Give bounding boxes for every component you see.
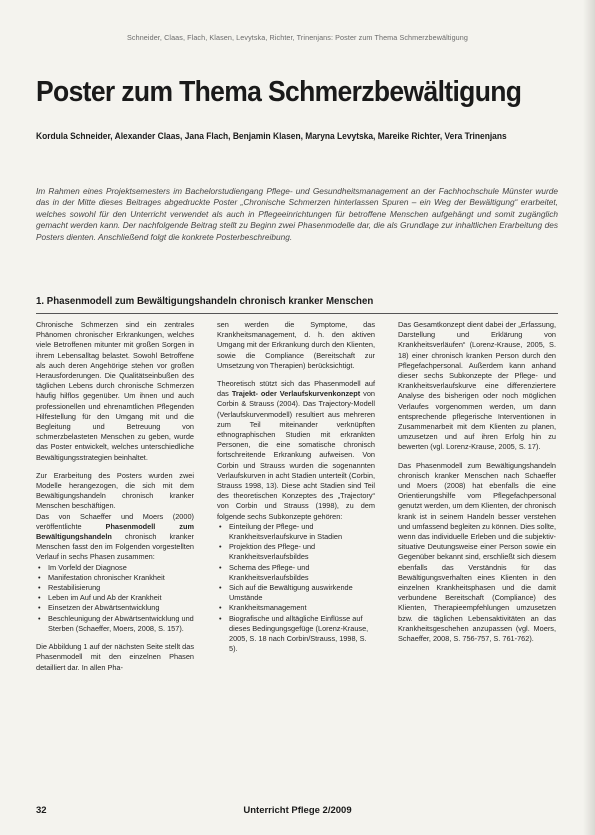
paragraph: Das Gesamtkonzept dient dabei der „Erfassung, Darstellung und Erklärung von Krankheitsverläufen“ (Lorenz-Krause, 2005, S. 18) einer chronisch kranken Person durch den Pflegefachpersonal. Außerdem kann anhand dieser sechs Subkonzepte der Pflege- und Krankheitsverlaufskurve eine differenziertere Analyse des bisherigen oder noch möglichen Verlaufes vorgenommen werden, um dann entsprechende pflegerische Interventionen in Zusammenarbeit mit dem Klienten zu planen, umzusetzen und auf ihren Erfolg hin zu bewerten (vgl. Lorenz-Krause, 2005, S. 17). [398,320,556,452]
list-item: • Restabilisierung [48,583,194,593]
list-item: • Manifestation chronischer Krankheit [48,573,194,583]
list-item: • Krankheitsmanagement [229,603,375,613]
list-item: • Schema des Pflege- und Krankheitsverlaufsbildes [229,563,375,583]
text-column-3 [398,320,556,652]
list-item: • Biografische und alltägliche Einflüsse auf dieses Bedingungsgefüge (Lorenz-Krause, 2005, S. 18 nach Corbin/Strauss, 1998, S. 5). [229,614,375,655]
page-number: 32 [36,805,47,816]
paragraph: Zur Erarbeitung des Posters wurden zwei Modelle herangezogen, die sich mit dem Bewältigungshandeln chronisch kranker Menschen beschäftigen. [36,470,194,511]
list-item: • Leben im Auf und Ab der Krankheit [48,593,194,603]
paragraph: Die Abbildung 1 auf der nächsten Seite stellt das Phasenmodell mit den einzelnen Phasen detailliert dar. In allen Pha- [36,642,194,672]
author-list: Kordula Schneider, Alexander Claas, Jana Flach, Benjamin Klasen, Maryna Levytska, Mareike Richter, Vera Trinenjans [36,131,507,141]
list-item: • Im Vorfeld der Diagnose [48,563,194,573]
text-run: Theoretisch stützt sich das Phasenmodell auf das [217,379,375,399]
section-heading: 1. Phasenmodell zum Bewältigungshandeln chronisch kranker Menschen [36,296,374,307]
paragraph: Das Phasenmodell zum Bewältigungshandeln chronisch kranker Menschen nach Schaeffer und Moers (2008) hat ebenfalls die eine Orientierungshilfe vom Pflegefachpersonal genutzt werden, um dem Klienten, der chronisch krank ist in seinem Handeln besser verstehen und umfassend begleiten zu können. Dies sollte, wenn das individuelle Erleben und die subjektiv-situative Deutungsweise einer Person sowie ein Gegenüber bekannt sind, erschließt sich diesem ebenfalls das Verständnis für das Bewältigungsverhalten eines Klienten in den einzelnen Krankheitsphasen und die damit verbundene Bereitschaft (Compliance) des Klienten, Therapieempfehlungen umzusetzen bzw. die täglichen Lebensaktivitäten an das Krankheitsgeschehen anzupassen (vgl. Moers, Schaeffer, 2008, S. 756-757, S. 761-762). [398,460,556,644]
journal-footer: Unterricht Pflege 2/2009 [243,805,352,816]
article-title: Poster zum Thema Schmerzbewältigung [36,76,522,108]
text-run: chronisch kranker Menschen fasst den im Folgenden vorgestellten Verlauf in sechs Phasen zusammen: [36,532,194,562]
running-head: Schneider, Claas, Flach, Klasen, Levytska, Richter, Trinenjans: Poster zum Thema Schmerzbewältigung [127,33,468,42]
bold-term: Trajekt- oder Verlaufskurvenkonzept [231,389,361,399]
bullet-list [36,563,194,634]
text-run: von Corbin & Strauss (2004). Das Trajectory-Modell (Verlaufskurvenmodell) resultiert aus mehreren zum Teil miteinander verknüpften ethnographischen Studien mit erkrankten Personen, die eine somatische chronisch fortschreitende Erkrankung aufweisen. Von Corbin und Strauss wurden die sogenannten Verlaufskurven in acht Stadien unterteilt (Corbin, Strauss 1998, 13). Diese acht Stadien sind Teil des theoretischen Konzeptes des „Trajectory“ von Corbin und Strauss (1998), zu dem folgende sechs Subkonzepte gehören: [217,389,375,521]
intro-abstract: Im Rahmen eines Projektsemesters im Bachelorstudiengang Pflege- und Gesundheitsmanagement an der Fachhochschule Münster wurde das in der Mitte dieses Beitrages abgedruckte Poster „Chronische Schmerzen hinterlassen Spuren – ein Weg der Bewältigung“ erarbeitet, welches sowohl für den Unterricht verwendet als auch in Pflegeeinrichtungen für betroffene Menschen aufgehängt und somit zugänglich gemacht werden kann. Der nachfolgende Beitrag stellt zu Beginn zwei Phasenmodelle dar, die als Grundlage zur inhaltlichen Erarbeitung des Posters dienten. Anschließend folgt die konkrete Posterbeschreibung. [36,186,558,242]
page-edge-shadow [583,0,595,835]
paragraph [217,379,375,522]
bullet-list [217,522,375,655]
paragraph: sen werden die Symptome, das Krankheitsmanagement, d. h. den aktiven Umgang mit der Erkrankung durch den Klienten, sowie die Compliance (Bereitschaft zur Umsetzung von Therapien) berücksichtigt. [217,320,375,370]
list-item: • Einteilung der Pflege- und Krankheitsverlaufskurve in Stadien [229,522,375,542]
paragraph: Chronische Schmerzen sind ein zentrales Phänomen chronischer Erkrankungen, welches viele Betroffenen mitunter mit großen Sorgen in ihrem Lebensalltag belastet. Sowohl Betroffene als auch deren Angehörige stehen vor großen Herausforderungen. Die Qualitätseinbußen des täglichen Lebens durch chronische Schmerzen häufig hilflos gegenüber. Um ihnen und auch professionellen und ehrenamtlichen Pflegenden Hilfestellung für den Umgang mit und die Begleitung und Betreuung von schmerzbelasteten Menschen zu geben, wurde das Poster entwickelt, welches unterschiedliche Bewältigungsstrategien beinhaltet. [36,320,194,462]
list-item: • Beschleunigung der Abwärtsentwicklung und Sterben (Schaeffer, Moers, 2008, S. 157). [48,614,194,634]
text-run: Das von Schaeffer und Moers (2000) veröffentlichte [36,511,194,531]
text-column-1 [36,320,194,681]
section-rule [36,313,558,314]
list-item: • Sich auf die Bewältigung auswirkende Umstände [229,583,375,603]
bold-term: Phasenmodell zum Bewältigungshandeln [36,521,194,542]
text-column-2 [217,320,375,655]
list-item: • Einsetzen der Abwärtsentwicklung [48,603,194,613]
paragraph [36,512,194,563]
list-item: • Projektion des Pflege- und Krankheitsverlaufsbildes [229,542,375,562]
